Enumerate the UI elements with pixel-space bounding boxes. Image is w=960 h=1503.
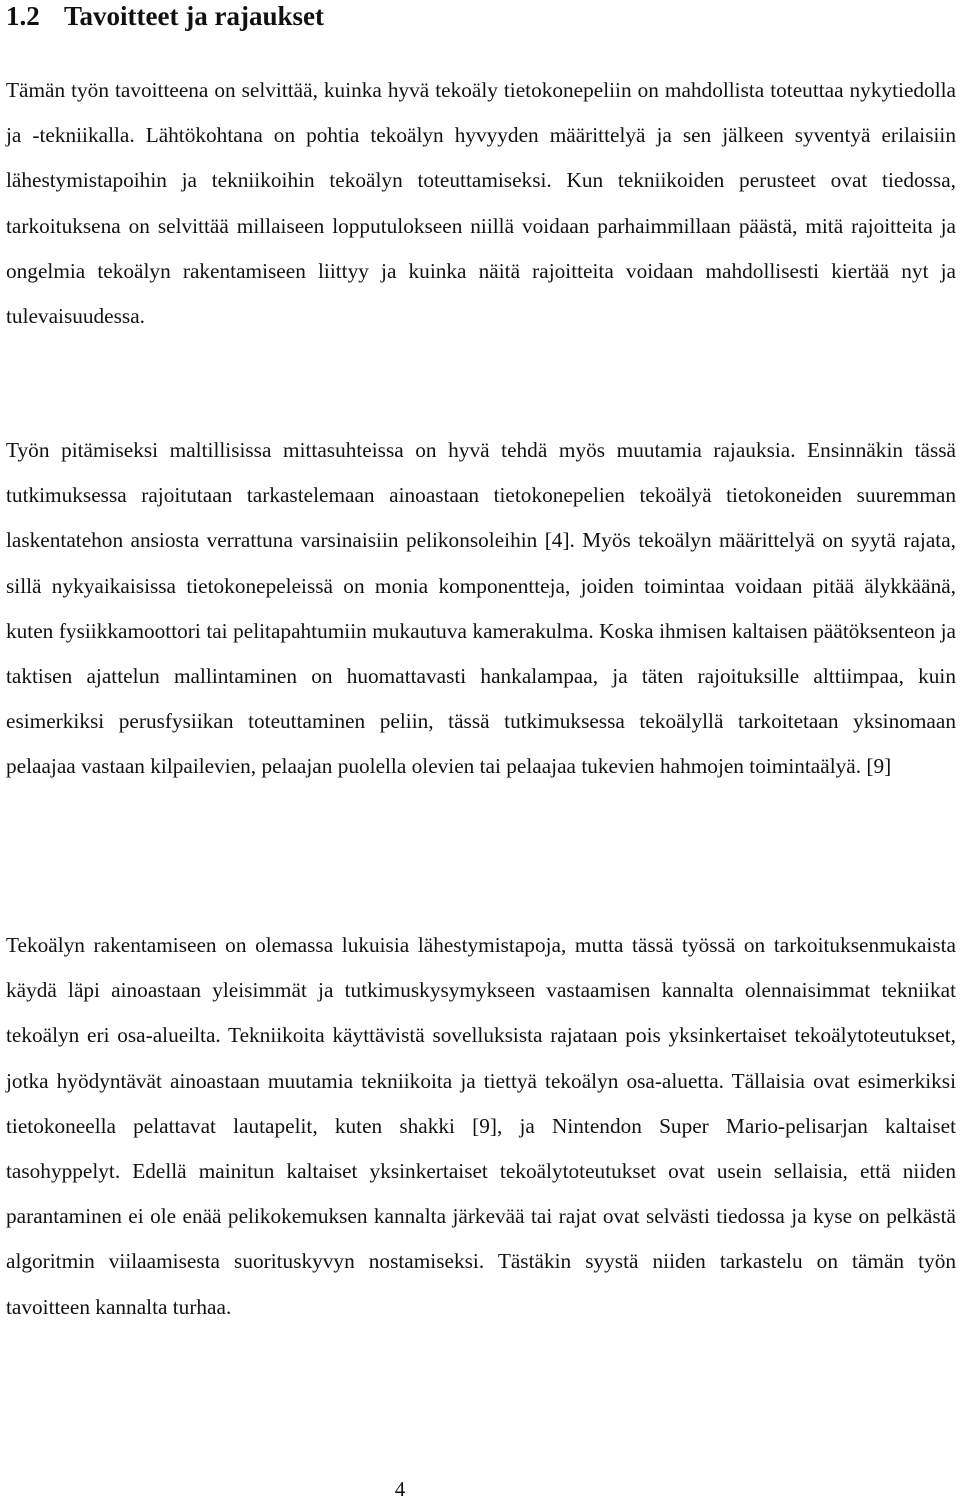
section-title: Tavoitteet ja rajaukset bbox=[64, 1, 324, 31]
paragraph-scope: Työn pitämiseksi maltillisissa mittasuhteissa on hyvä tehdä myös muutamia rajauksia. Ensinnäkin tässä tutkimuksessa rajoitutaan tarkastelemaan ainoastaan tietokonepelien tekoälyä tietokoneiden suuremman laskentatehon ansiosta verrattuna varsinaisiin pelikonsoleihin [4]. Myös tekoälyn määrittelyä on syytä rajata, sillä nykyaikaisissa tietokonepeleissä on monia komponentteja, joiden toimintaa voidaan pitää älykkäänä, kuten fysiikkamoottori tai pelitapahtumiin mukautuva kamerakulma. Koska ihmisen kaltaisen päätöksenteon ja taktisen ajattelun mallintaminen on huomattavasti hankalampaa, ja täten rajoituksille alttiimpaa, kuin esimerkiksi perusfysiikan toteuttaminen peliin, tässä tutkimuksessa tekoälyllä tarkoitetaan yksinomaan pelaajaa vastaan kilpailevien, pelaajan puolella olevien tai pelaajaa tukevien hahmojen toimintaälyä. [9] bbox=[6, 438, 956, 779]
paragraph-goals: Tämän työn tavoitteena on selvittää, kuinka hyvä tekoäly tietokonepeliin on mahdollista toteuttaa nykytiedolla ja -tekniikalla. Lähtökohtana on pohtia tekoälyn hyvyyden määrittelyä ja sen jälkeen syventyä erilaisiin lähestymistapoihin ja tekniikoihin tekoälyn toteuttamiseksi. Kun tekniikoiden perusteet ovat tiedossa, tarkoituksena on selvittää millaiseen lopputulokseen niillä voidaan parhaimmillaan päästä, mitä rajoitteita ja ongelmia tekoälyn rakentamiseen liittyy ja kuinka näitä rajoitteita voidaan mahdollisesti kiertää nyt ja tulevaisuudessa. bbox=[6, 78, 956, 329]
section-heading bbox=[6, 0, 324, 32]
section-number: 1.2 bbox=[6, 1, 40, 31]
paragraph-techniques: Tekoälyn rakentamiseen on olemassa lukuisia lähestymistapoja, mutta tässä työssä on tarkoituksenmukaista käydä läpi ainoastaan yleisimmät ja tutkimuskysymykseen vastaamisen kannalta olennaisimmat tekniikat tekoälyn eri osa-alueilta. Tekniikoita käyttävistä sovelluksista rajataan pois yksinkertaiset tekoälytoteutukset, jotka hyödyntävät ainoastaan muutamia tekniikoita ja tiettyä tekoälyn osa-aluetta. Tällaisia ovat esimerkiksi tietokoneella pelattavat lautapelit, kuten shakki [9], ja Nintendon Super Mario-pelisarjan kaltaiset tasohyppelyt. Edellä mainitun kaltaiset yksinkertaiset tekoälytoteutukset ovat usein sellaisia, että niiden parantaminen ei ole enää pelikokemuksen kannalta järkevää tai rajat ovat selvästi tiedossa ja kyse on pelkästä algoritmin viilaamisesta suorituskyvyn nostamiseksi. Tästäkin syystä niiden tarkastelu on tämän työn tavoitteen kannalta turhaa. bbox=[6, 933, 956, 1319]
page-number: 4 bbox=[394, 1477, 406, 1501]
